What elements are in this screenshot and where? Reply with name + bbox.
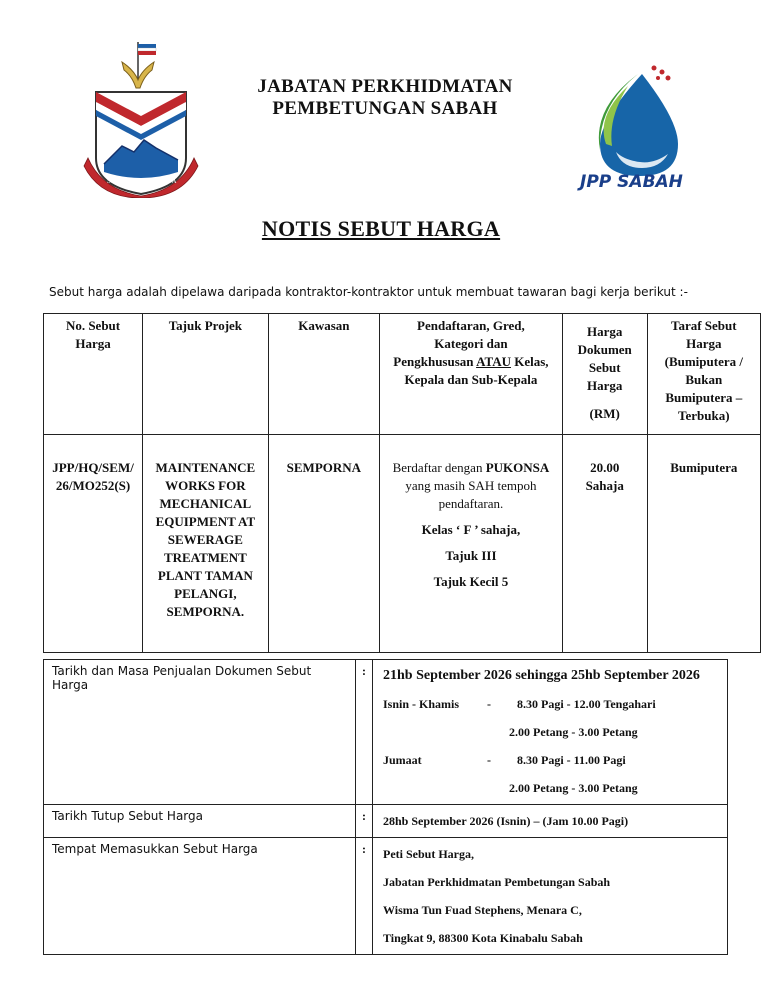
schedule-time: 8.30 Pagi - 11.00 Pagi <box>517 753 626 767</box>
cell-text: SEMPORNA <box>286 460 362 475</box>
cell-text: 26/MO252(S) <box>55 478 131 493</box>
intro-text: Sebut harga adalah dipelawa daripada kontraktor-kontraktor untuk membuat tawaran bagi kerja berikut :- <box>49 285 688 299</box>
header-pendaftaran <box>380 314 563 435</box>
value-tarikh-tutup: 28hb September 2026 (Isnin) – (Jam 10.00 Pagi) <box>373 805 728 838</box>
label-tarikh-tutup: Tarikh Tutup Sebut Harga <box>44 805 356 838</box>
cell-text: Tajuk Kecil 5 <box>433 574 509 589</box>
colon: : <box>356 660 373 805</box>
header-tajuk-projek <box>143 314 269 435</box>
cell-harga-dokumen <box>562 435 647 653</box>
cell-text: MECHANICAL <box>159 496 252 511</box>
schedule-day: Isnin - Khamis <box>383 697 460 711</box>
header-text: Bukan <box>685 372 723 387</box>
sale-details-table <box>43 659 728 955</box>
header-text: Taraf Sebut <box>670 318 737 333</box>
cell-text: pendaftaran. <box>438 496 504 511</box>
address-line: Tingkat 9, 88300 Kota Kinabalu Sabah <box>383 931 583 945</box>
address-line: Jabatan Perkhidmatan Pembetungan Sabah <box>383 875 611 889</box>
schedule-day: Jumaat <box>383 753 422 767</box>
schedule-dash: - <box>487 753 491 767</box>
cell-text: MAINTENANCE <box>155 460 256 475</box>
sabah-crest-logo <box>82 40 200 198</box>
table-row <box>44 838 728 955</box>
cell-text: Tajuk III <box>445 548 497 563</box>
header-text: Dokumen <box>577 342 632 357</box>
cell-text: SEWERAGE <box>167 532 243 547</box>
schedule-row <box>383 690 717 718</box>
header-text: Kelas, <box>514 354 549 369</box>
organisation-title-line1: JABATAN PERKHIDMATAN <box>257 76 513 97</box>
header-text: Harga <box>75 336 111 351</box>
header-text: Harga <box>686 336 722 351</box>
header-text: Kategori dan <box>434 336 508 351</box>
cell-text: PELANGI, <box>174 586 237 601</box>
header-text: Tajuk Projek <box>168 318 243 333</box>
header-text: (RM) <box>589 406 620 421</box>
header-kawasan <box>268 314 379 435</box>
value-tarikh-penjualan <box>373 660 728 805</box>
sale-dates: 21hb September 2026 sehingga 25hb September 2026 <box>383 668 700 683</box>
cell-text-pukonsa: PUKONSA <box>485 460 550 475</box>
cell-text: SEMPORNA. <box>166 604 245 619</box>
cell-text: EQUIPMENT AT <box>155 514 256 529</box>
table-header-row <box>44 314 761 435</box>
header-text: Harga <box>587 324 623 339</box>
logo-text: JPP SABAH <box>580 172 683 192</box>
header-text-atau: ATAU <box>476 354 511 369</box>
cell-text: WORKS FOR <box>165 478 246 493</box>
cell-text: Berdaftar dengan <box>392 460 486 475</box>
cell-text: JPP/HQ/SEM/ <box>52 460 134 475</box>
colon: : <box>356 805 373 838</box>
table-row <box>44 660 728 805</box>
cell-text: Bumiputera <box>670 460 738 475</box>
cell-text: Sahaja <box>585 478 624 493</box>
organisation-title <box>220 76 550 120</box>
address-line: Wisma Tun Fuad Stephens, Menara C, <box>383 903 582 917</box>
header-text: (Bumiputera / <box>664 354 743 369</box>
colon: : <box>356 838 373 955</box>
header-text: Harga <box>587 378 623 393</box>
cell-text <box>385 459 557 477</box>
header-text: Terbuka) <box>678 408 730 423</box>
cell-text: 20.00 <box>590 460 620 475</box>
cell-tajuk-projek <box>143 435 269 653</box>
cell-text: Kelas ‘ F ’ sahaja, <box>421 522 521 537</box>
cell-no-sebut-harga <box>44 435 143 653</box>
notice-title: NOTIS SEBUT HARGA <box>261 216 501 241</box>
header-text <box>385 353 557 371</box>
table-row <box>44 805 728 838</box>
address-line: Peti Sebut Harga, <box>383 847 474 861</box>
header-harga-dokumen <box>562 314 647 435</box>
schedule-time: 8.30 Pagi - 12.00 Tengahari <box>517 697 656 711</box>
cell-kawasan <box>268 435 379 653</box>
schedule-time: 2.00 Petang - 3.00 Petang <box>509 725 638 739</box>
label-tarikh-penjualan: Tarikh dan Masa Penjualan Dokumen Sebut Harga <box>44 660 356 805</box>
tender-table <box>43 313 761 653</box>
cell-text: yang masih SAH tempoh <box>405 478 537 493</box>
header-text: Pendaftaran, Gred, <box>417 318 525 333</box>
header-text: No. Sebut <box>65 318 121 333</box>
header-taraf <box>647 314 760 435</box>
header-text: Pengkhususan <box>393 354 474 369</box>
cell-taraf <box>647 435 760 653</box>
header-text: Kawasan <box>298 318 350 333</box>
header-no-sebut-harga <box>44 314 143 435</box>
schedule-dash: - <box>487 697 491 711</box>
schedule-row <box>383 746 717 774</box>
label-tempat: Tempat Memasukkan Sebut Harga <box>44 838 356 955</box>
header-text: Kepala dan Sub-Kepala <box>404 372 538 387</box>
cell-pendaftaran <box>380 435 563 653</box>
organisation-title-line2: PEMBETUNGAN SABAH <box>272 98 498 119</box>
cell-text: TREATMENT <box>163 550 247 565</box>
value-tempat <box>373 838 728 955</box>
crest-motto: SABAH MAJU JAYA <box>106 177 178 185</box>
cell-text: PLANT TAMAN <box>157 568 253 583</box>
header-text: Sebut <box>588 360 621 375</box>
schedule-time: 2.00 Petang - 3.00 Petang <box>509 781 638 795</box>
header-text: Bumiputera – <box>665 390 743 405</box>
table-row <box>44 435 761 653</box>
